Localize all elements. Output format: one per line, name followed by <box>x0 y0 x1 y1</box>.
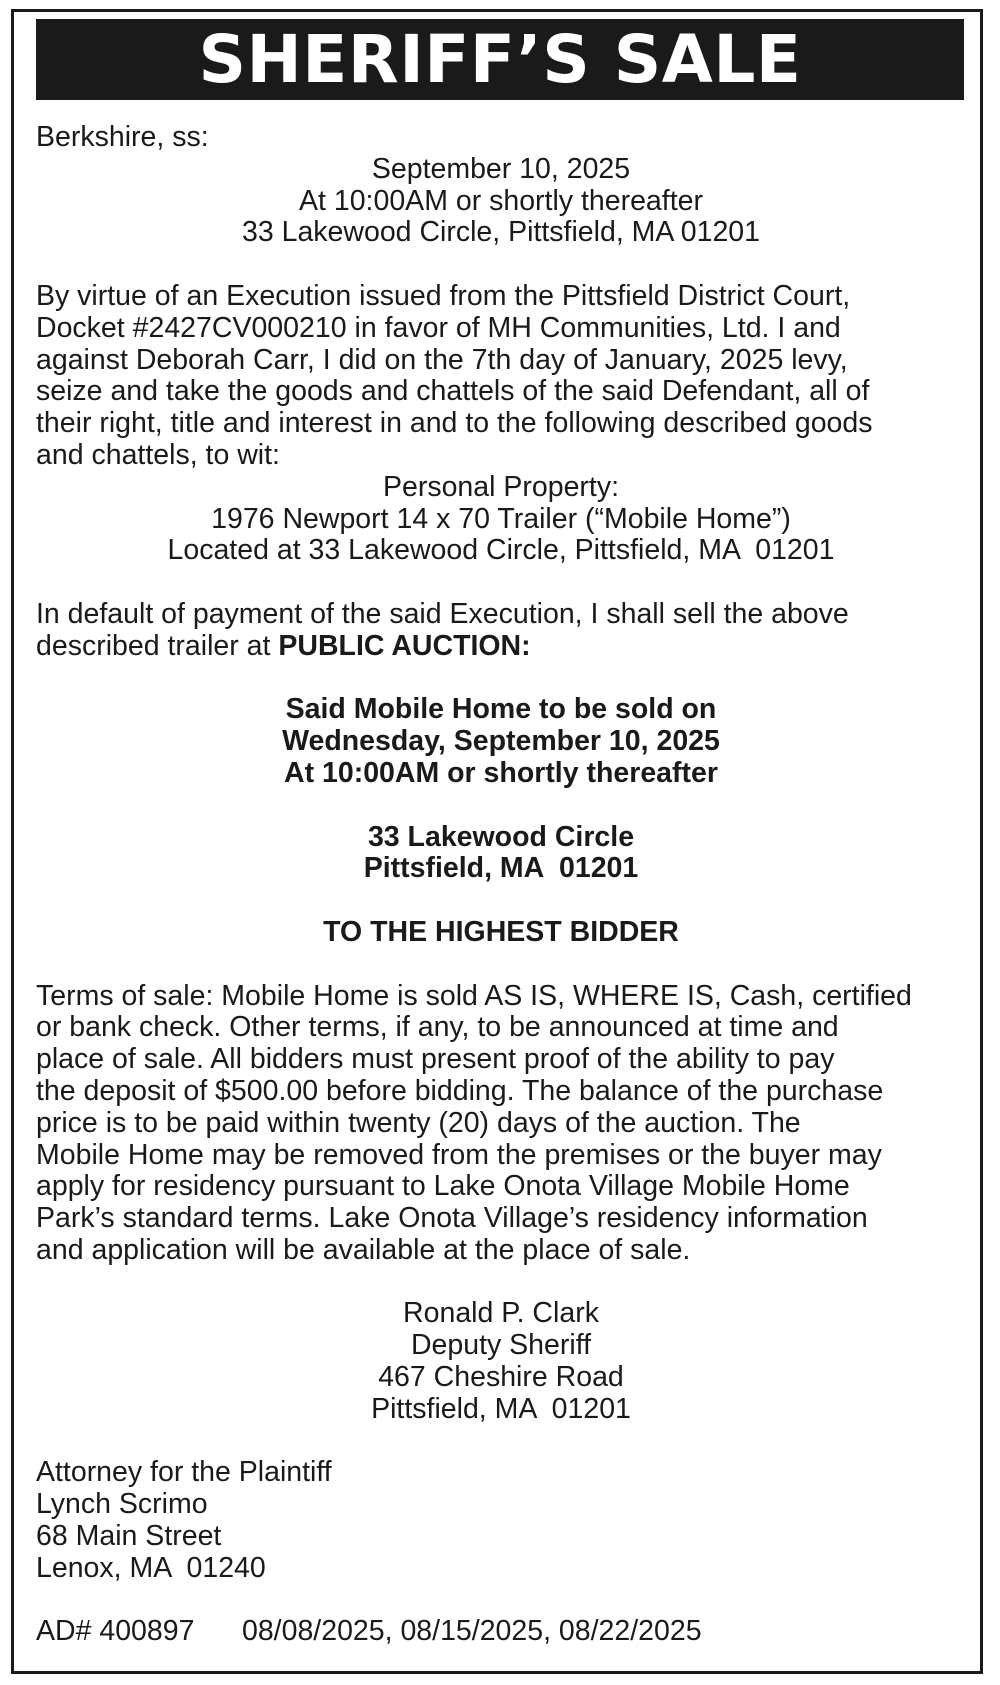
sale-date: Wednesday, September 10, 2025 <box>282 725 720 758</box>
sheriff-city: Pittsfield, MA 01201 <box>371 1392 631 1425</box>
header-time: At 10:00AM or shortly thereafter <box>299 184 703 217</box>
sale-street: 33 Lakewood Circle <box>367 820 635 853</box>
header-info <box>36 154 966 249</box>
attorney-label: Attorney for the Plaintiff <box>36 1456 332 1489</box>
highest-bidder: TO THE HIGHEST BIDDER <box>323 915 679 948</box>
property-item: 1976 Newport 14 x 70 Trailer (“Mobile Home”) <box>211 502 791 535</box>
sheriff-street: 467 Cheshire Road <box>378 1361 624 1394</box>
terms-line: the deposit of $500.00 before bidding. The balance of the purchase <box>36 1074 884 1107</box>
county-line: Berkshire, ss: <box>36 121 209 153</box>
paragraph-line: their right, title and interest in and to the following described goods <box>36 407 873 440</box>
sale-city: Pittsfield, MA 01201 <box>363 852 639 885</box>
terms-line: Terms of sale: Mobile Home is sold AS IS, WHERE IS, Cash, certified <box>36 979 912 1012</box>
notice-body <box>36 122 966 1648</box>
attorney-street: 68 Main Street <box>36 1520 222 1553</box>
ad-footer <box>36 1616 966 1648</box>
attorney-block <box>36 1457 966 1584</box>
property-location: Located at 33 Lakewood Circle, Pittsfield, MA 01201 <box>167 534 835 567</box>
terms-line: apply for residency pursuant to Lake Onota Village Mobile Home <box>36 1170 850 1203</box>
paragraph-line: against Deborah Carr, I did on the 7th day of January, 2025 levy, <box>36 343 848 376</box>
title-banner <box>36 19 964 100</box>
sale-time: At 10:00AM or shortly thereafter <box>284 756 718 789</box>
default-paragraph <box>36 599 966 663</box>
sheriff-name: Ronald P. Clark <box>403 1297 599 1330</box>
sale-info <box>36 694 966 789</box>
auction-prefix: described trailer at <box>36 629 279 662</box>
attorney-name: Lynch Scrimo <box>36 1488 208 1521</box>
terms-line: or bank check. Other terms, if any, to be announced at time and <box>36 1011 839 1044</box>
sale-location <box>36 822 966 886</box>
ad-dates: 08/08/2025, 08/15/2025, 08/22/2025 <box>241 1615 702 1648</box>
terms-line: Mobile Home may be removed from the premises or the buyer may <box>36 1138 882 1171</box>
paragraph-line: In default of payment of the said Execution, I shall sell the above <box>36 597 849 630</box>
terms-line: Park’s standard terms. Lake Onota Village’s residency information <box>36 1202 868 1235</box>
header-date: September 10, 2025 <box>371 152 631 185</box>
sale-line: Said Mobile Home to be sold on <box>285 693 717 726</box>
header-address: 33 Lakewood Circle, Pittsfield, MA 01201 <box>241 216 761 249</box>
ad-number: AD# 400897 <box>36 1615 195 1648</box>
notice-title: SHERIFF’S SALE <box>198 21 802 98</box>
sheriff-title: Deputy Sheriff <box>410 1329 592 1362</box>
terms-paragraph <box>36 981 966 1267</box>
execution-paragraph <box>36 281 966 472</box>
terms-line: place of sale. All bidders must present proof of the ability to pay <box>36 1043 835 1076</box>
attorney-city: Lenox, MA 01240 <box>36 1551 266 1584</box>
property-description <box>36 472 966 567</box>
paragraph-line: By virtue of an Execution issued from the Pittsfield District Court, <box>36 279 851 312</box>
paragraph-line: and chattels, to wit: <box>36 438 280 471</box>
paragraph-line <box>36 631 966 663</box>
terms-line: price is to be paid within twenty (20) days of the auction. The <box>36 1106 801 1139</box>
sheriff-signature <box>36 1298 966 1425</box>
paragraph-line: seize and take the goods and chattels of the said Defendant, all of <box>36 375 870 408</box>
terms-line: and application will be available at the place of sale. <box>36 1233 691 1266</box>
public-auction-label: PUBLIC AUCTION: <box>278 629 531 662</box>
paragraph-line: Docket #2427CV000210 in favor of MH Communities, Ltd. I and <box>36 311 841 344</box>
property-heading: Personal Property: <box>382 470 620 503</box>
